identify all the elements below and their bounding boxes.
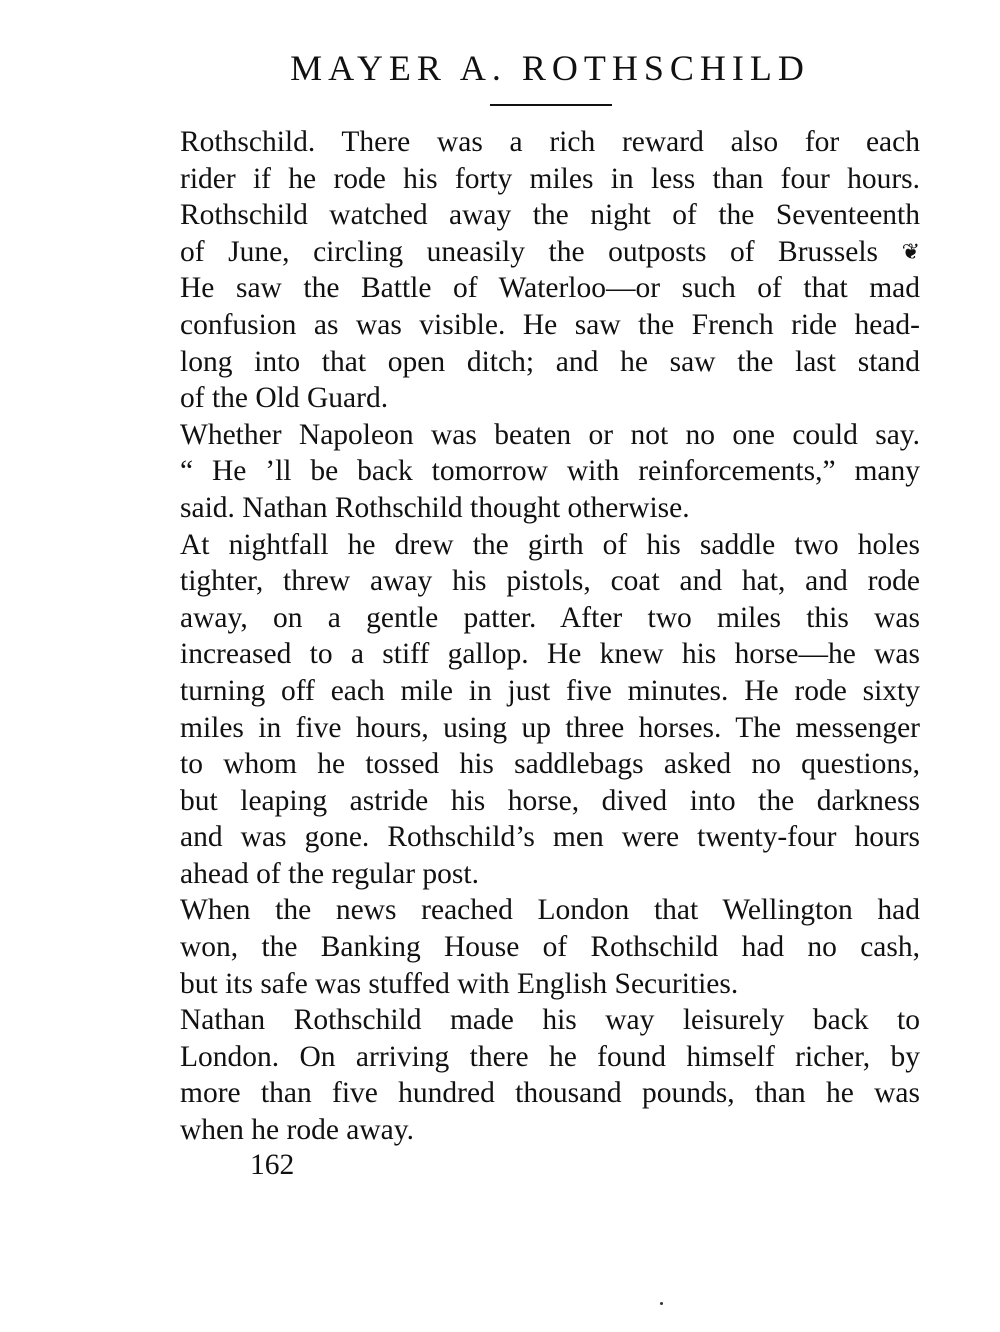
- text-line: miles in five hours, using up three horses. The messenger: [180, 711, 920, 744]
- running-head: MAYER A. ROTHSCHILD: [290, 48, 810, 88]
- text-line: rider if he rode his forty miles in less than four hours.: [180, 162, 920, 195]
- text-line: more than five hundred thousand pounds, than he was: [180, 1077, 920, 1110]
- text-line: away, on a gentle patter. After two miles this was: [180, 601, 920, 634]
- text-line: won, the Banking House of Rothschild had no cash,: [180, 931, 920, 964]
- text-line: of the Old Guard.: [180, 382, 389, 415]
- page-number: 162: [250, 1149, 295, 1181]
- text-line: and was gone. Rothschild’s men were twenty-four hours: [180, 821, 920, 854]
- text-line: when he rode away.: [180, 1114, 414, 1147]
- text-line: Whether Napoleon was beaten or not no one could say.: [180, 418, 920, 451]
- text-line: Nathan Rothschild made his way leisurely back to: [180, 1004, 920, 1037]
- text-line: “ He ’ll be back tomorrow with reinforcements,” many: [180, 455, 920, 488]
- text-line: turning off each mile in just five minutes. He rode sixty: [180, 674, 920, 707]
- scan-speck: [660, 1302, 663, 1305]
- text-line: long into that open ditch; and he saw the last stand: [180, 345, 920, 378]
- text-line: confusion as was visible. He saw the French ride head-: [180, 308, 920, 341]
- text-line: to whom he tossed his saddlebags asked no questions,: [180, 748, 920, 781]
- ornament-icon: ❦: [901, 238, 920, 264]
- text-line: of June, circling uneasily the outposts of Brussels: [180, 235, 879, 268]
- text-line: increased to a stiff gallop. He knew his horse—he was: [180, 638, 920, 671]
- text-line: but its safe was stuffed with English Securities.: [180, 967, 739, 1000]
- text-line: said. Nathan Rothschild thought otherwise.: [180, 491, 690, 524]
- text-line-with-ornament: [180, 234, 920, 271]
- text-line: He saw the Battle of Waterloo—or such of that mad: [180, 272, 920, 305]
- text-line: Rothschild. There was a rich reward also for each: [180, 126, 920, 158]
- text-line: At nightfall he drew the girth of his saddle two holes: [180, 528, 920, 561]
- text-line: but leaping astride his horse, dived into the darkness: [180, 784, 920, 817]
- text-line: When the news reached London that Wellington had: [180, 894, 920, 927]
- text-line: tighter, threw away his pistols, coat and hat, and rode: [180, 565, 920, 598]
- header-rule: [490, 104, 612, 106]
- text-line: London. On arriving there he found himself richer, by: [180, 1040, 920, 1073]
- text-line: ahead of the regular post.: [180, 857, 479, 890]
- body-text: [180, 124, 920, 1149]
- text-line: Rothschild watched away the night of the Seventeenth: [180, 199, 920, 232]
